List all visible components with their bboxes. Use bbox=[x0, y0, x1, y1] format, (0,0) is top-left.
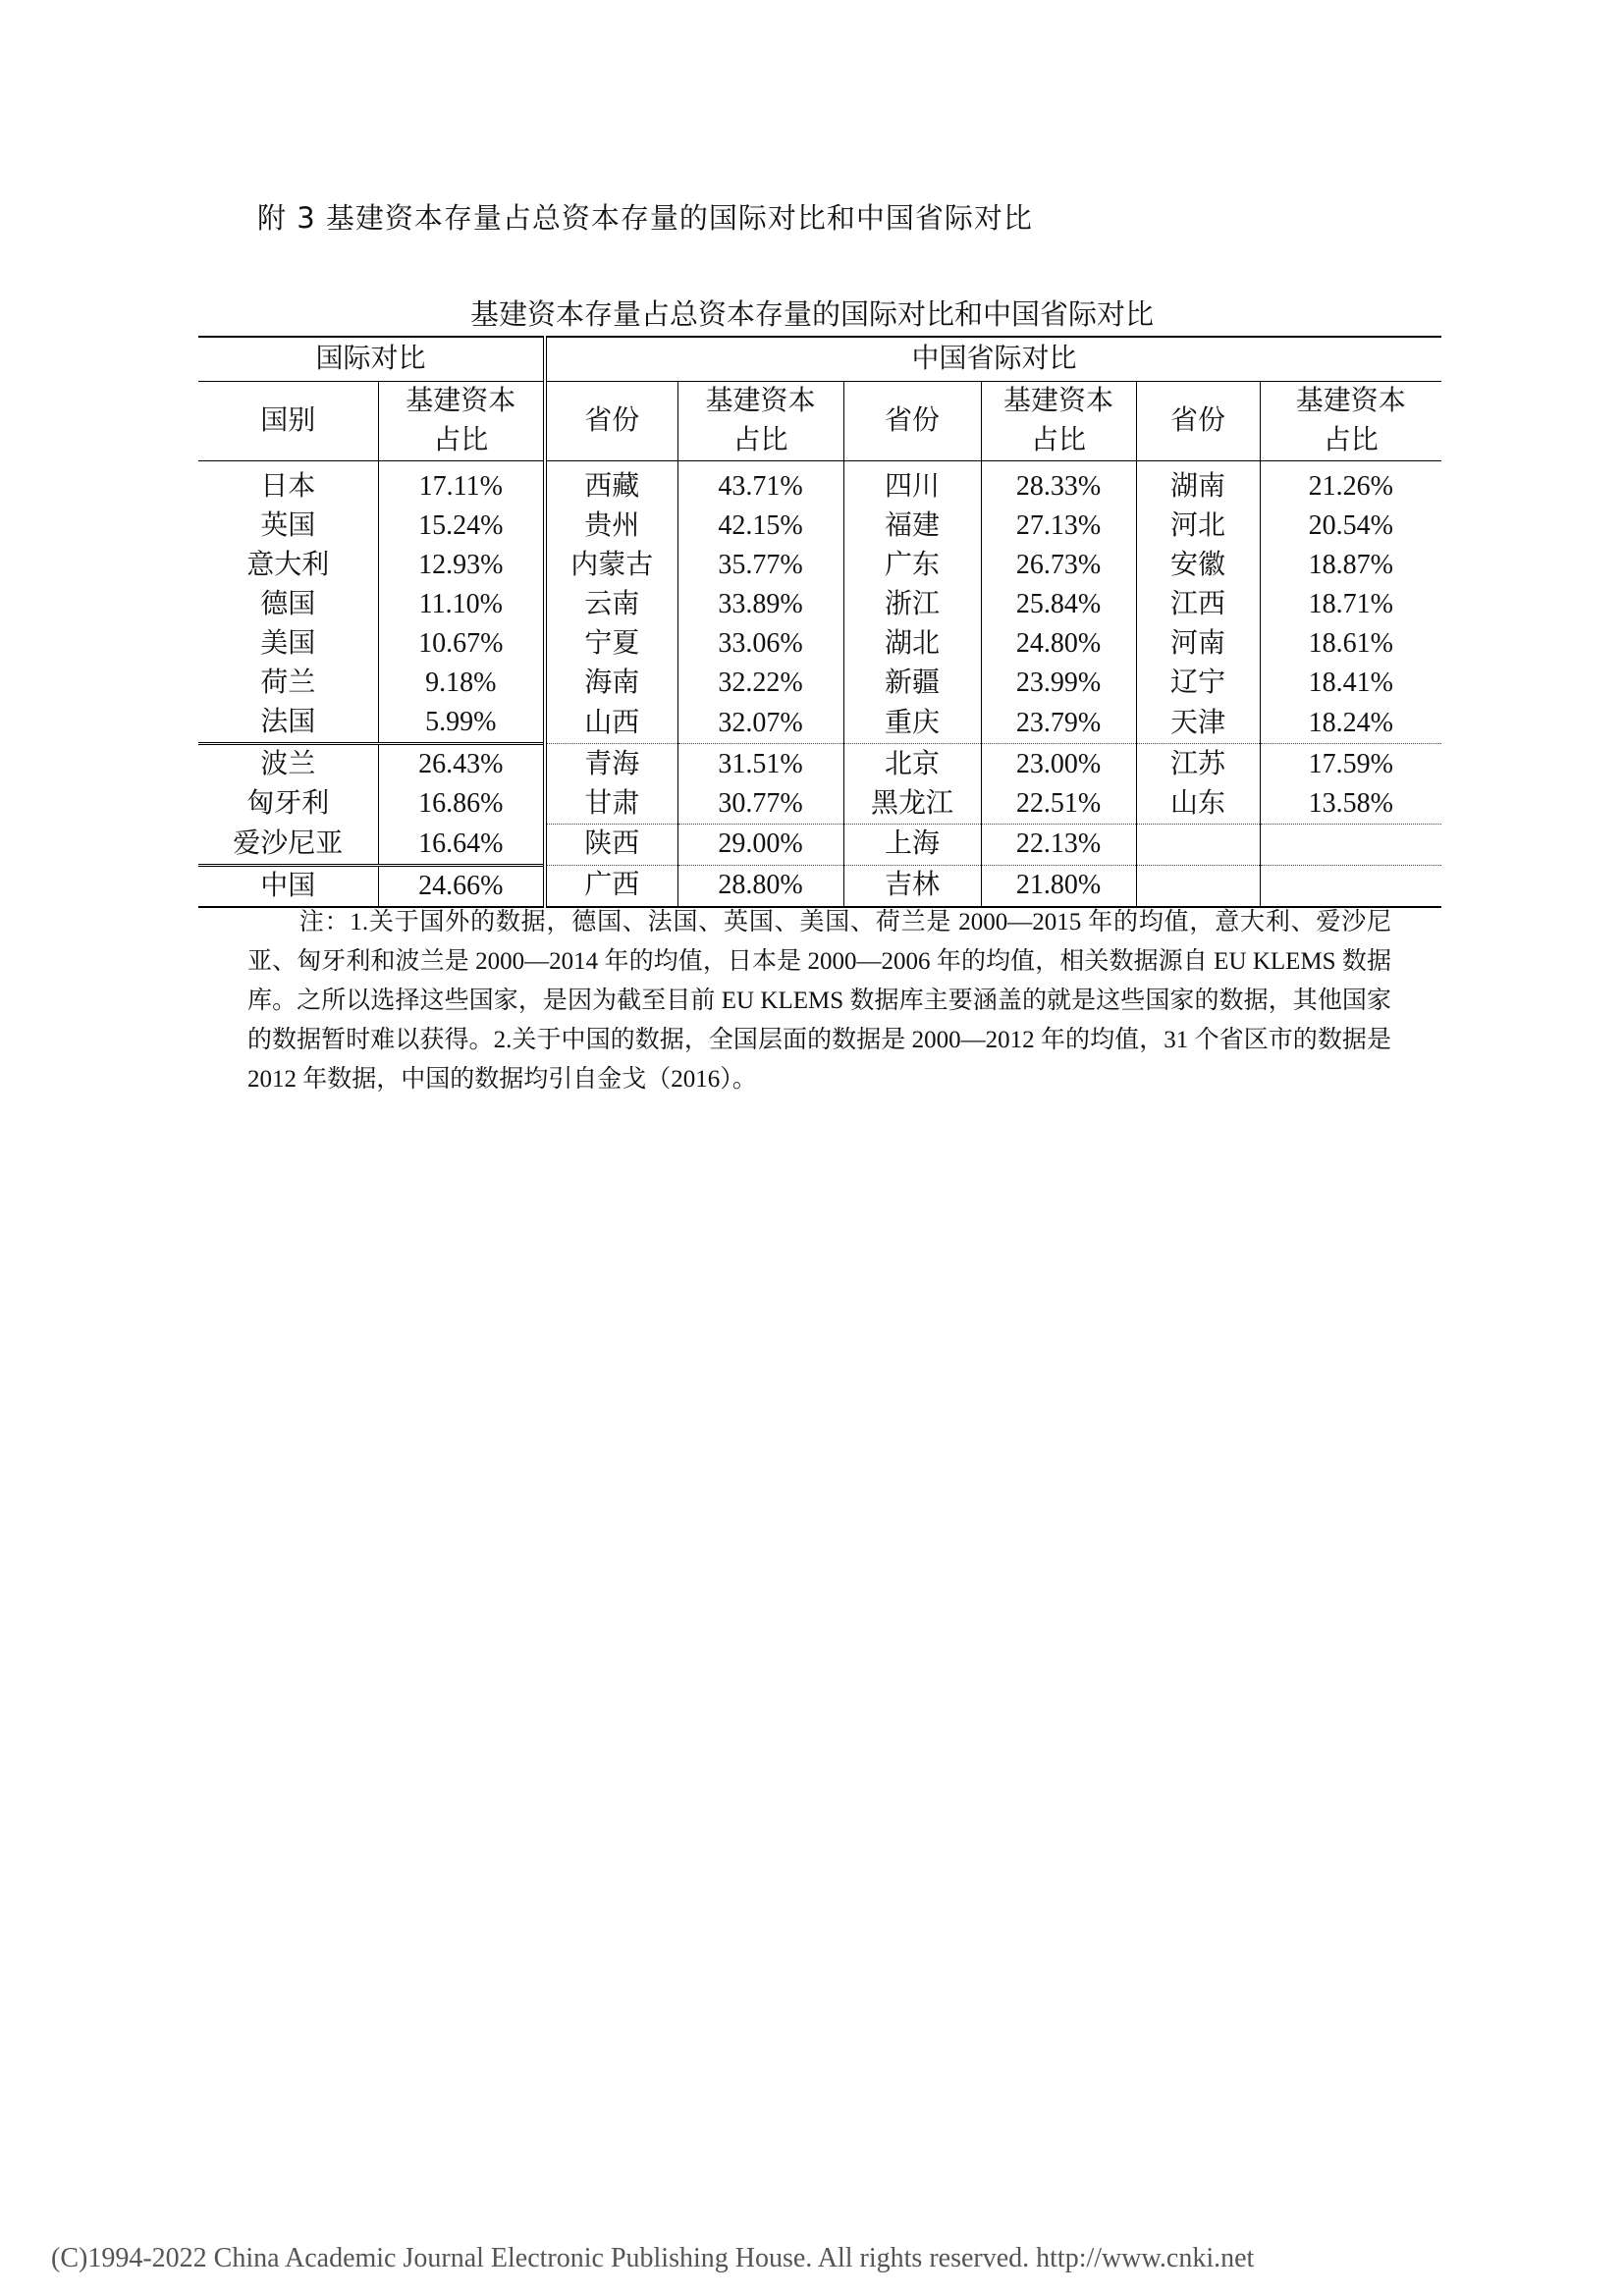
col-header-province: 省份 bbox=[843, 382, 981, 461]
group-header-china: 中国省际对比 bbox=[545, 337, 1441, 382]
share-cell: 29.00% bbox=[677, 825, 843, 866]
share-cell: 20.54% bbox=[1308, 510, 1393, 541]
country-cell: 日本 bbox=[198, 461, 378, 507]
share-cell: 18.87% bbox=[1308, 550, 1393, 580]
share-cell: 17.11% bbox=[378, 461, 545, 507]
country-cell: 荷兰 bbox=[198, 664, 378, 703]
province-cell: 浙江 bbox=[843, 585, 981, 624]
share-cell bbox=[1260, 825, 1441, 866]
table-body bbox=[198, 461, 1441, 907]
share-cell: 35.77% bbox=[677, 546, 843, 585]
col-header-share: 基建资本 占比 bbox=[981, 382, 1136, 461]
country-cell: 英国 bbox=[198, 507, 378, 546]
country-cell: 意大利 bbox=[198, 546, 378, 585]
col-header-country: 国别 bbox=[198, 382, 378, 461]
share-cell: 21.26% bbox=[1308, 471, 1393, 502]
province-cell: 贵州 bbox=[545, 507, 677, 546]
share-cell: 11.10% bbox=[378, 585, 545, 624]
province-cell: 黑龙江 bbox=[843, 784, 981, 825]
country-cell: 法国 bbox=[198, 703, 378, 744]
province-cell bbox=[1136, 825, 1260, 866]
country-cell: 匈牙利 bbox=[198, 784, 378, 825]
share-cell: 28.80% bbox=[677, 865, 843, 907]
table-row bbox=[198, 825, 1441, 866]
province-cell: 河北 bbox=[1136, 507, 1260, 546]
col-header-share: 基建资本 占比 bbox=[1260, 382, 1441, 461]
share-cell: 32.07% bbox=[677, 703, 843, 744]
province-cell: 宁夏 bbox=[545, 624, 677, 664]
province-cell: 北京 bbox=[843, 744, 981, 785]
share-cell: 5.99% bbox=[378, 703, 545, 744]
table-caption: 基建资本存量占总资本存量的国际对比和中国省际对比 bbox=[469, 297, 1154, 331]
province-cell: 安徽 bbox=[1136, 546, 1260, 585]
table-row bbox=[198, 546, 1441, 585]
share-cell: 13.58% bbox=[1308, 788, 1393, 819]
province-cell: 新疆 bbox=[843, 664, 981, 703]
share-cell: 24.66% bbox=[378, 865, 545, 907]
col-header-share: 基建资本 占比 bbox=[378, 382, 545, 461]
share-cell: 24.80% bbox=[981, 624, 1136, 664]
share-cell: 28.33% bbox=[981, 461, 1136, 507]
province-cell: 江西 bbox=[1136, 585, 1260, 624]
province-cell: 陕西 bbox=[545, 825, 677, 866]
province-cell: 青海 bbox=[545, 744, 677, 785]
table-row bbox=[198, 744, 1441, 785]
share-cell: 30.77% bbox=[677, 784, 843, 825]
table-row bbox=[198, 585, 1441, 624]
province-cell: 湖北 bbox=[843, 624, 981, 664]
share-cell: 23.00% bbox=[981, 744, 1136, 785]
col-header-province: 省份 bbox=[545, 382, 677, 461]
share-cell: 16.86% bbox=[378, 784, 545, 825]
province-cell: 江苏 bbox=[1136, 744, 1260, 785]
share-cell: 23.99% bbox=[981, 664, 1136, 703]
share-cell: 33.06% bbox=[677, 624, 843, 664]
table-row bbox=[198, 507, 1441, 546]
province-cell: 天津 bbox=[1136, 703, 1260, 744]
share-cell: 22.51% bbox=[981, 784, 1136, 825]
country-cell: 中国 bbox=[198, 865, 378, 907]
province-cell bbox=[1136, 865, 1260, 907]
table-row bbox=[198, 624, 1441, 664]
comparison-table bbox=[198, 336, 1441, 908]
share-cell: 18.61% bbox=[1308, 628, 1393, 659]
table-row bbox=[198, 664, 1441, 703]
share-cell: 32.22% bbox=[677, 664, 843, 703]
country-cell: 美国 bbox=[198, 624, 378, 664]
share-cell: 15.24% bbox=[378, 507, 545, 546]
province-cell: 吉林 bbox=[843, 865, 981, 907]
province-cell: 海南 bbox=[545, 664, 677, 703]
province-cell: 云南 bbox=[545, 585, 677, 624]
province-cell: 重庆 bbox=[843, 703, 981, 744]
share-cell: 9.18% bbox=[378, 664, 545, 703]
share-cell: 33.89% bbox=[677, 585, 843, 624]
share-cell: 23.79% bbox=[981, 703, 1136, 744]
country-cell: 波兰 bbox=[198, 744, 378, 785]
share-cell: 26.73% bbox=[981, 546, 1136, 585]
province-cell: 山东 bbox=[1136, 784, 1260, 825]
share-cell: 16.64% bbox=[378, 825, 545, 866]
province-cell: 山西 bbox=[545, 703, 677, 744]
province-cell: 广西 bbox=[545, 865, 677, 907]
share-cell: 21.80% bbox=[981, 865, 1136, 907]
share-cell: 43.71% bbox=[677, 461, 843, 507]
copyright-footer: (C)1994-2022 China Academic Journal Electronic Publishing House. All rights reserved. http://www.cnki.net bbox=[51, 2243, 1255, 2273]
share-cell: 18.41% bbox=[1308, 667, 1393, 698]
province-cell: 辽宁 bbox=[1136, 664, 1260, 703]
province-cell: 四川 bbox=[843, 461, 981, 507]
share-cell: 31.51% bbox=[677, 744, 843, 785]
share-cell: 22.13% bbox=[981, 825, 1136, 866]
share-cell: 27.13% bbox=[981, 507, 1136, 546]
appendix-heading: 附 3 基建资本存量占总资本存量的国际对比和中国省际对比 bbox=[257, 201, 1033, 235]
group-header-intl: 国际对比 bbox=[198, 337, 545, 382]
province-cell: 甘肃 bbox=[545, 784, 677, 825]
table-row bbox=[198, 461, 1441, 507]
province-cell: 福建 bbox=[843, 507, 981, 546]
province-cell: 上海 bbox=[843, 825, 981, 866]
country-cell: 德国 bbox=[198, 585, 378, 624]
share-cell: 26.43% bbox=[378, 744, 545, 785]
share-cell: 17.59% bbox=[1260, 744, 1441, 785]
share-cell: 18.24% bbox=[1308, 707, 1393, 738]
share-cell: 25.84% bbox=[981, 585, 1136, 624]
share-cell: 18.71% bbox=[1308, 589, 1393, 619]
share-cell bbox=[1260, 865, 1441, 907]
province-cell: 广东 bbox=[843, 546, 981, 585]
share-cell: 42.15% bbox=[677, 507, 843, 546]
province-cell: 西藏 bbox=[545, 461, 677, 507]
country-cell: 爱沙尼亚 bbox=[198, 825, 378, 866]
col-header-share: 基建资本 占比 bbox=[677, 382, 843, 461]
share-cell: 12.93% bbox=[378, 546, 545, 585]
col-header-province: 省份 bbox=[1136, 382, 1260, 461]
province-cell: 内蒙古 bbox=[545, 546, 677, 585]
table-row bbox=[198, 703, 1441, 744]
table-note: 注：1.关于国外的数据，德国、法国、英国、美国、荷兰是 2000—2015 年的均值，意大利、爱沙尼亚、匈牙利和波兰是 2000—2014 年的均值，日本是 2000—2006 年的均值，相关数据源自 EU KLEMS 数据库。之所以选择这些国家，是因为截至目前 EU KLEMS 数据库主要涵盖的就是这些国家的数据，其他国家的数据暂时难以获得。2.关于中国的数据，全国层面的数据是 2000—2012 年的均值，31 个省区市的数据是 2012 年数据，中国的数据均引自金戈（2016）。 bbox=[247, 909, 1391, 1093]
table-row bbox=[198, 784, 1441, 825]
province-cell: 河南 bbox=[1136, 624, 1260, 664]
share-cell: 10.67% bbox=[378, 624, 545, 664]
province-cell: 湖南 bbox=[1136, 461, 1260, 507]
table-row bbox=[198, 865, 1441, 907]
